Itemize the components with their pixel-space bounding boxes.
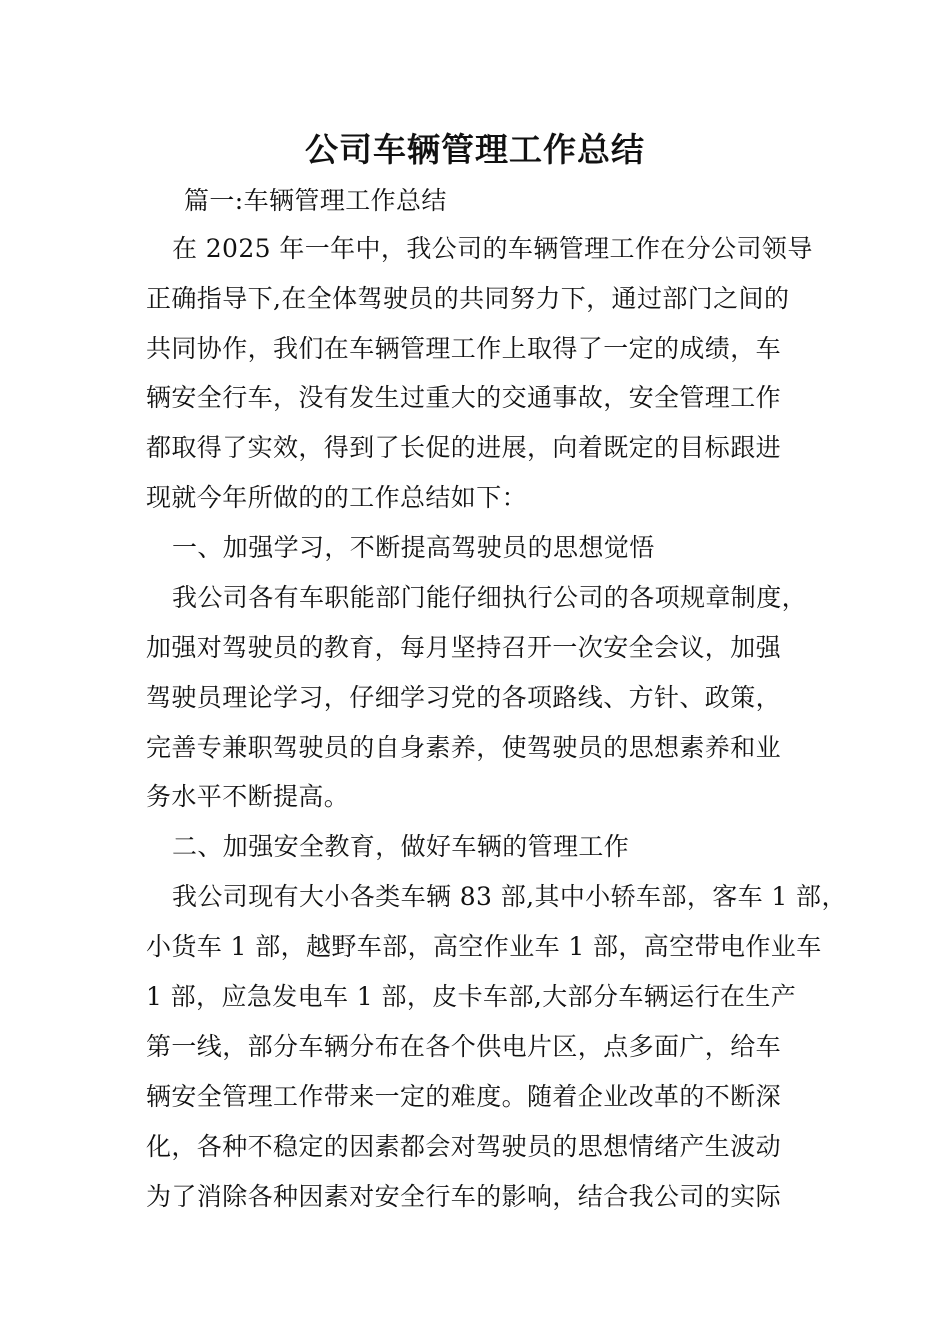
body-line: 为了消除各种因素对安全行车的影响，结合我公司的实际 <box>146 1182 782 1211</box>
document-title: 公司车辆管理工作总结 <box>305 130 645 169</box>
body-line: 完善专兼职驾驶员的自身素养，使驾驶员的思想素养和业 <box>146 733 782 762</box>
body-line: 我公司各有车职能部门能仔细执行公司的各项规章制度， <box>172 583 808 612</box>
body-line: 务水平不断提高。 <box>146 782 350 811</box>
body-line: 1 部，应急发电车 1 部，皮卡车部,大部分车辆运行在生产 <box>146 982 797 1011</box>
body-line: 我公司现有大小各类车辆 83 部,其中小轿车部，客车 1 部， <box>172 882 847 911</box>
body-line: 化，各种不稳定的因素都会对驾驶员的思想情绪产生波动 <box>146 1132 782 1161</box>
body-line: 第一线，部分车辆分布在各个供电片区，点多面广，给车 <box>146 1032 782 1061</box>
section-heading: 二、加强安全教育，做好车辆的管理工作 <box>172 832 630 861</box>
body-line: 正确指导下,在全体驾驶员的共同努力下，通过部门之间的 <box>146 284 790 313</box>
body-line: 共同协作，我们在车辆管理工作上取得了一定的成绩，车 <box>146 334 782 363</box>
body-line: 辆安全行车，没有发生过重大的交通事故，安全管理工作 <box>146 383 782 412</box>
body-line: 辆安全管理工作带来一定的难度。随着企业改革的不断深 <box>146 1082 782 1111</box>
body-line: 小货车 1 部，越野车部，高空作业车 1 部，高空带电作业车 <box>146 932 822 961</box>
body-line: 现就今年所做的的工作总结如下： <box>146 483 528 512</box>
section-subtitle: 篇一:车辆管理工作总结 <box>184 186 447 215</box>
section-heading: 一、加强学习，不断提高驾驶员的思想觉悟 <box>172 533 655 562</box>
body-line: 都取得了实效，得到了长促的进展，向着既定的目标跟进 <box>146 433 782 462</box>
body-line: 驾驶员理论学习，仔细学习党的各项路线、方针、政策， <box>146 683 782 712</box>
body-line: 加强对驾驶员的教育，每月坚持召开一次安全会议，加强 <box>146 633 782 662</box>
body-line: 在 2025 年一年中，我公司的车辆管理工作在分公司领导 <box>172 234 813 263</box>
